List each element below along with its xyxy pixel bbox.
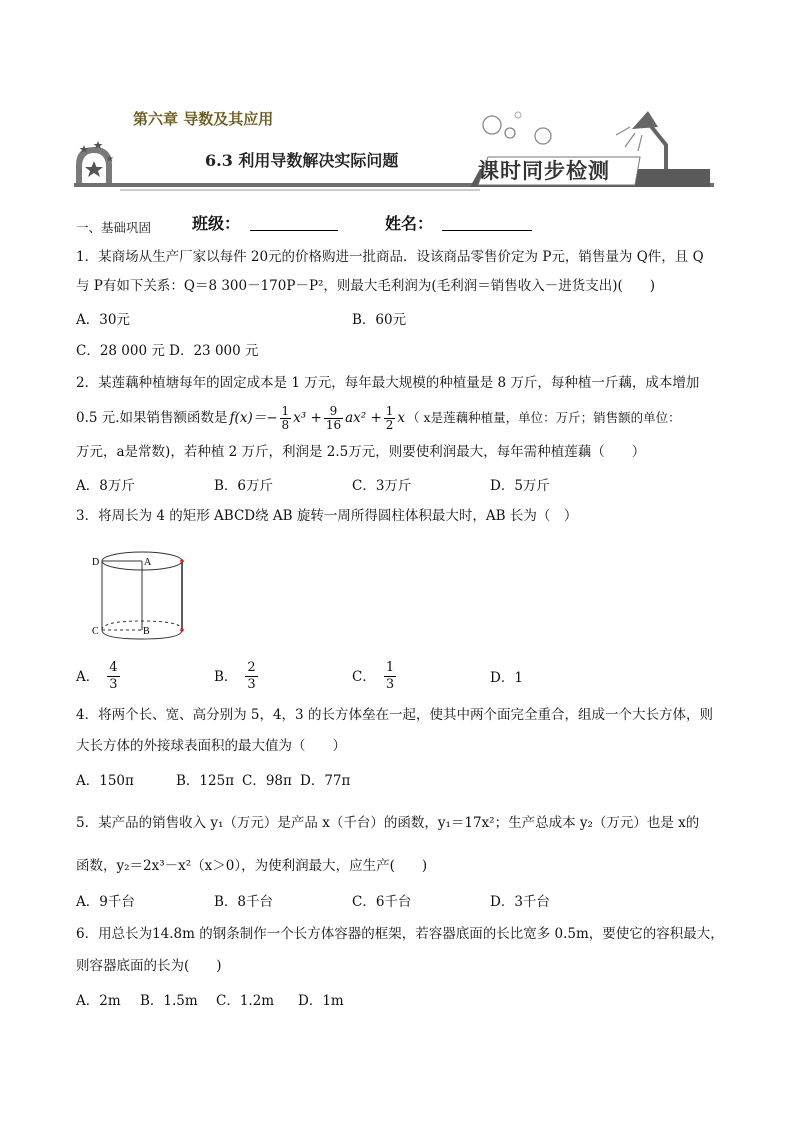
lesson-title: 6.3 利用导数解决实际问题 <box>205 151 399 170</box>
q6-line1: 6．用总长为14.8m 的钢条制作一个长方体容器的框架，若容器底面的长比宽多 0.5m，要使它的容积最大， <box>76 926 724 942</box>
class-label: 班级： <box>192 214 241 233</box>
q2-option-c: C．3万斤 <box>352 478 412 494</box>
q6-option-d: D．1m <box>298 993 344 1009</box>
q6-option-b: B．1.5m <box>140 993 198 1009</box>
q5-line2: 函数，y₂＝2x³－x²（x＞0），为使利润最大，应生产( ) <box>76 858 428 874</box>
q6-line2: 则容器底面的长为( ) <box>76 958 222 974</box>
q2-term-1: x³ + <box>293 410 322 426</box>
q1-line2: 与 P有如下关系：Q＝8 300－170P－P²，则最大毛利润为(毛利润＝销售收入－进货支出)( ) <box>76 278 656 294</box>
q3-option-b: B． $\frac{2}{3}$ <box>214 660 256 692</box>
q5-option-d: D．3千台 <box>490 894 550 910</box>
cyl-label-a: A <box>144 557 152 568</box>
q3-option-d: D．1 <box>490 670 523 686</box>
q2-frac-3: $\frac{1}{2}$ <box>385 403 394 432</box>
q2-term-2: ax² + <box>345 410 382 426</box>
q2-option-a: A．8万斤 <box>76 478 135 494</box>
q4-line1: 4．将两个长、宽、高分别为 5，4，3 的长方体垒在一起，使其中两个面完全重合，组成一个大长方体，则 <box>76 707 713 723</box>
q4-option-b: B．125π <box>176 773 235 789</box>
q4-option-a: A．150π <box>76 773 134 789</box>
q3-option-a: A． $\frac{4}{3}$ <box>76 660 118 692</box>
q2-line2 <box>76 404 681 432</box>
section-title: 一、基础巩固 <box>76 220 152 235</box>
q6-option-a: A．2m <box>76 993 121 1009</box>
q2-line1: 2．某莲藕种植塘每年的固定成本是 1 万元，每年最大规模的种植量是 8 万斤，每种植一斤藕，成本增加 <box>76 375 700 391</box>
q5-option-b: B．8千台 <box>214 894 274 910</box>
q4-option-d: D．77π <box>300 773 351 789</box>
cyl-label-c: C <box>92 626 99 637</box>
q3-option-c: C． $\frac{1}{3}$ <box>352 660 395 692</box>
q5-line1: 5．某产品的销售收入 y₁（万元）是产品 x（千台）的函数，y₁＝17x²；生产总成本 y₂（万元）也是 x的 <box>76 815 700 831</box>
chapter-title: 第六章 导数及其应用 <box>133 110 274 128</box>
q2-formula-lhs: f(x)＝− <box>229 410 278 426</box>
cyl-label-b: B <box>143 626 150 637</box>
q2-term-3: x <box>397 410 406 426</box>
q1-option-cd: C．28 000 元 D．23 000 元 <box>76 343 259 359</box>
q1-option-a: A．30元 <box>76 312 130 328</box>
q2-line2-a: 0.5 元.如果销售额函数是 <box>76 410 228 426</box>
q6-option-c: C．1.2m <box>216 993 275 1009</box>
q2-line3: 万元，a是常数)，若种植 2 万斤，利润是 2.5万元，则要使利润最大，每年需种植莲藕（ ） <box>76 444 646 460</box>
stamp-label: 课时同步检测 <box>478 159 610 183</box>
cylinder-figure <box>88 545 198 645</box>
q2-frac-2: $\frac{9}{16}$ <box>325 403 342 432</box>
q1-line1: 1．某商场从生产厂家以每件 20元的价格购进一批商品．设该商品零售价定为 P元，销售量为 Q件，且 Q <box>76 249 704 265</box>
star-badge-icon <box>76 141 114 183</box>
q2-line2-b: （ x是莲藕种植量，单位：万斤；销售额的单位： <box>407 410 681 425</box>
q2-frac-1: $\frac{1}{8}$ <box>281 403 290 432</box>
q5-option-c: C．6千台 <box>352 894 412 910</box>
class-field[interactable] <box>250 210 338 231</box>
q5-option-a: A．9千台 <box>76 894 135 910</box>
name-label: 姓名： <box>385 214 434 233</box>
cyl-label-d: D <box>92 557 100 568</box>
q3-line1: 3．将周长为 4 的矩形 ABCD绕 AB 旋转一周所得圆柱体积最大时，AB 长为（ ） <box>76 508 578 524</box>
q2-option-d: D．5万斤 <box>490 478 550 494</box>
q4-line2: 大长方体的外接球表面积的最大值为（ ） <box>76 738 346 754</box>
q2-option-b: B．6万斤 <box>214 478 274 494</box>
name-field[interactable] <box>442 210 532 231</box>
q1-option-b: B．60元 <box>352 312 407 328</box>
q4-option-c: C．98π <box>242 773 292 789</box>
